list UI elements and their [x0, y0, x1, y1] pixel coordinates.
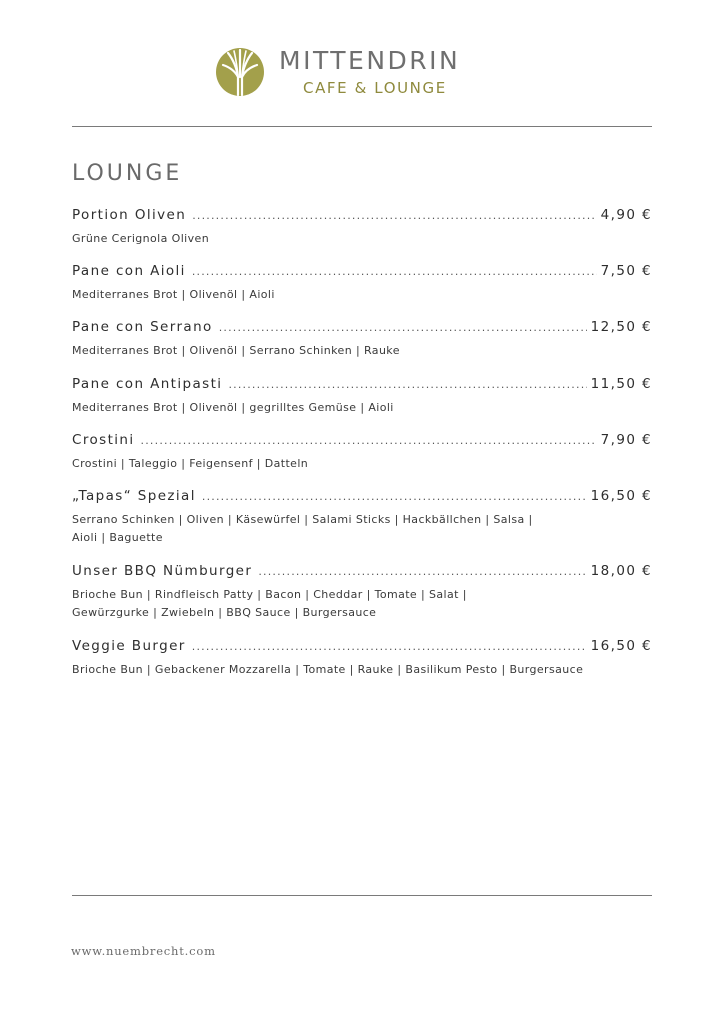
menu-item — [72, 261, 652, 304]
item-price: 7,50 € — [600, 263, 652, 279]
leader-dots — [228, 375, 586, 395]
bottom-divider — [72, 895, 652, 896]
item-price: 18,00 € — [590, 563, 652, 579]
brand-name: MITTENDRIN — [279, 46, 461, 75]
item-description: Mediterranes Brot | Olivenöl | Aioli — [72, 288, 275, 301]
item-description: Mediterranes Brot | Olivenöl | Serrano Schinken | Rauke — [72, 344, 400, 357]
footer-website: www.nuembrecht.com — [71, 944, 216, 958]
item-description: Serrano Schinken | Oliven | Käsewürfel | Salami Sticks | Hackbällchen | Salsa | Aioli | Baguette — [72, 513, 533, 544]
item-price: 4,90 € — [600, 207, 652, 223]
item-description: Grüne Cerignola Oliven — [72, 232, 210, 245]
menu-item — [72, 317, 652, 360]
top-divider — [72, 126, 652, 127]
item-price: 12,50 € — [590, 319, 652, 335]
item-price: 16,50 € — [590, 638, 652, 654]
item-description: Brioche Bun | Gebackener Mozzarella | Tomate | Rauke | Basilikum Pesto | Burgersauce — [72, 663, 584, 676]
item-description: Crostini | Taleggio | Feigensenf | Datteln — [72, 457, 309, 470]
brand-logo — [215, 47, 515, 99]
item-name: Pane con Serrano — [72, 319, 213, 335]
item-price: 7,90 € — [600, 432, 652, 448]
item-name: Unser BBQ Nümburger — [72, 563, 253, 579]
item-price: 16,50 € — [590, 488, 652, 504]
tree-logo-icon — [215, 47, 265, 97]
item-name: „Tapas“ Spezial — [72, 488, 196, 504]
leader-dots — [219, 318, 587, 338]
section-title: LOUNGE — [72, 161, 183, 186]
item-description: Mediterranes Brot | Olivenöl | gegrilltes Gemüse | Aioli — [72, 401, 394, 414]
menu-item — [72, 636, 652, 679]
leader-dots — [258, 562, 586, 582]
leader-dots — [192, 206, 596, 226]
leader-dots — [192, 637, 587, 657]
item-description: Brioche Bun | Rindfleisch Patty | Bacon | Cheddar | Tomate | Salat | Gewürzgurke | Zwiebeln | BBQ Sauce | Burgersauce — [72, 588, 467, 619]
leader-dots — [192, 262, 597, 282]
menu-item — [72, 374, 652, 417]
item-name: Crostini — [72, 432, 135, 448]
item-name: Veggie Burger — [72, 638, 186, 654]
menu-item — [72, 430, 652, 473]
brand-subtitle: CAFE & LOUNGE — [303, 79, 447, 97]
menu-item — [72, 561, 652, 622]
item-name: Portion Oliven — [72, 207, 187, 223]
menu-item — [72, 486, 652, 547]
item-name: Pane con Aioli — [72, 263, 186, 279]
item-price: 11,50 € — [590, 376, 652, 392]
menu-item — [72, 205, 652, 248]
leader-dots — [141, 431, 597, 451]
leader-dots — [202, 487, 587, 507]
item-name: Pane con Antipasti — [72, 376, 223, 392]
